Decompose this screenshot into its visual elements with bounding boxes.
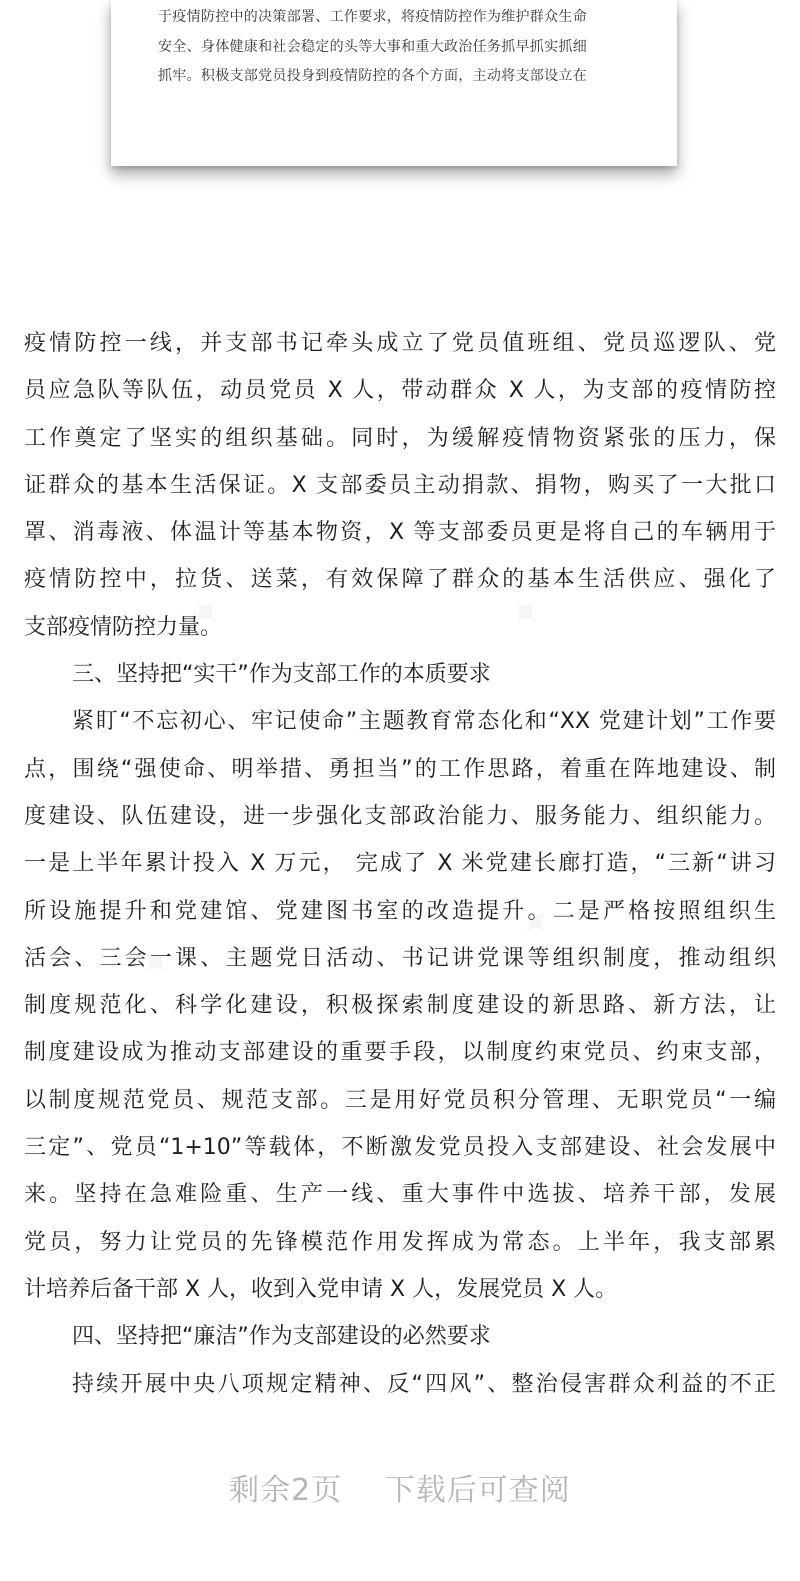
body-line: 三、坚持把“实干”作为支部工作的本质要求 <box>72 662 491 688</box>
body-line: 证群众的基本生活保证。X 支部委员主动捐款、捐物，购买了一大批口 <box>24 472 776 498</box>
preview-line: 安全、身体健康和社会稳定的头等大事和重大政治任务抓早抓实抓细 <box>158 38 587 55</box>
body-line: 所设施提升和党建馆、党建图书室的改造提升。二是严格按照组织生 <box>24 898 776 924</box>
body-line: 持续开展中央八项规定精神、反“四风”、整治侵害群众利益的不正 <box>72 1371 776 1397</box>
body-line: 党员，努力让党员的先锋模范作用发挥成为常态。上半年，我支部累 <box>24 1229 776 1255</box>
body-line: 罩、消毒液、体温计等基本物资，X 等支部委员更是将自己的车辆用于 <box>24 520 776 546</box>
body-line: 员应急队等队伍，动员党员 X 人，带动群众 X 人，为支部的疫情防控 <box>24 378 776 404</box>
body-line: 三定”、党员“1+10”等载体，不断激发党员投入支部建设、社会发展中 <box>24 1135 776 1161</box>
body-line: 来。坚持在急难险重、生产一线、重大事件中选拔、培养干部，发展 <box>24 1182 776 1208</box>
body-line: 工作奠定了坚实的组织基础。同时，为缓解疫情物资紧张的压力，保 <box>24 425 776 451</box>
body-line: 制度建设成为推动支部建设的重要手段，以制度约束党员、约束支部， <box>24 1040 776 1066</box>
body-line: 度建设、队伍建设，进一步强化支部政治能力、服务能力、组织能力。 <box>24 803 776 829</box>
body-line: 四、坚持把“廉洁”作为支部建设的必然要求 <box>72 1324 491 1350</box>
body-line: 计培养后备干部 X 人，收到入党申请 X 人，发展党员 X 人。 <box>24 1276 618 1302</box>
preview-line: 抓牢。积极支部党员投身到疫情防控的各个方面，主动将支部设立在 <box>158 68 587 84</box>
body-line: 疫情防控一线，并支部书记牵头成立了党员值班组、党员巡逻队、党 <box>24 331 776 356</box>
body-line: 制度规范化、科学化建设，积极探索制度建设的新思路、新方法，让 <box>24 993 776 1019</box>
body-line: 点，围绕“强使命、明举措、勇担当”的工作思路，着重在阵地建设、制 <box>24 756 776 782</box>
preview-page-card <box>111 0 677 166</box>
preview-text-block <box>158 3 638 92</box>
preview-line: 于疫情防控中的决策部署、工作要求，将疫情防控作为维护群众生命 <box>158 9 587 25</box>
body-line: 活会、三会一课、主题党日活动、书记讲党课等组织制度，推动组织 <box>24 945 776 971</box>
download-hint-label: 下载后可查阅 <box>384 1473 571 1508</box>
download-prompt[interactable] <box>0 1465 800 1509</box>
body-line: 以制度规范党员、规范支部。三是用好党员积分管理、无职党员“一编 <box>24 1087 776 1113</box>
document-body <box>24 320 776 1408</box>
body-line: 一是上半年累计投入 X 万元， 完成了 X 米党建长廊打造，“三新“讲习 <box>24 851 776 877</box>
body-line: 支部疫情防控力量。 <box>24 614 223 640</box>
body-line: 紧盯“不忘初心、牢记使命”主题教育常态化和“XX 党建计划”工作要 <box>72 709 776 735</box>
body-line: 疫情防控中，拉货、送菜，有效保障了群众的基本生活供应、强化了 <box>24 567 776 593</box>
remaining-pages-label: 剩余2页 <box>229 1473 343 1508</box>
